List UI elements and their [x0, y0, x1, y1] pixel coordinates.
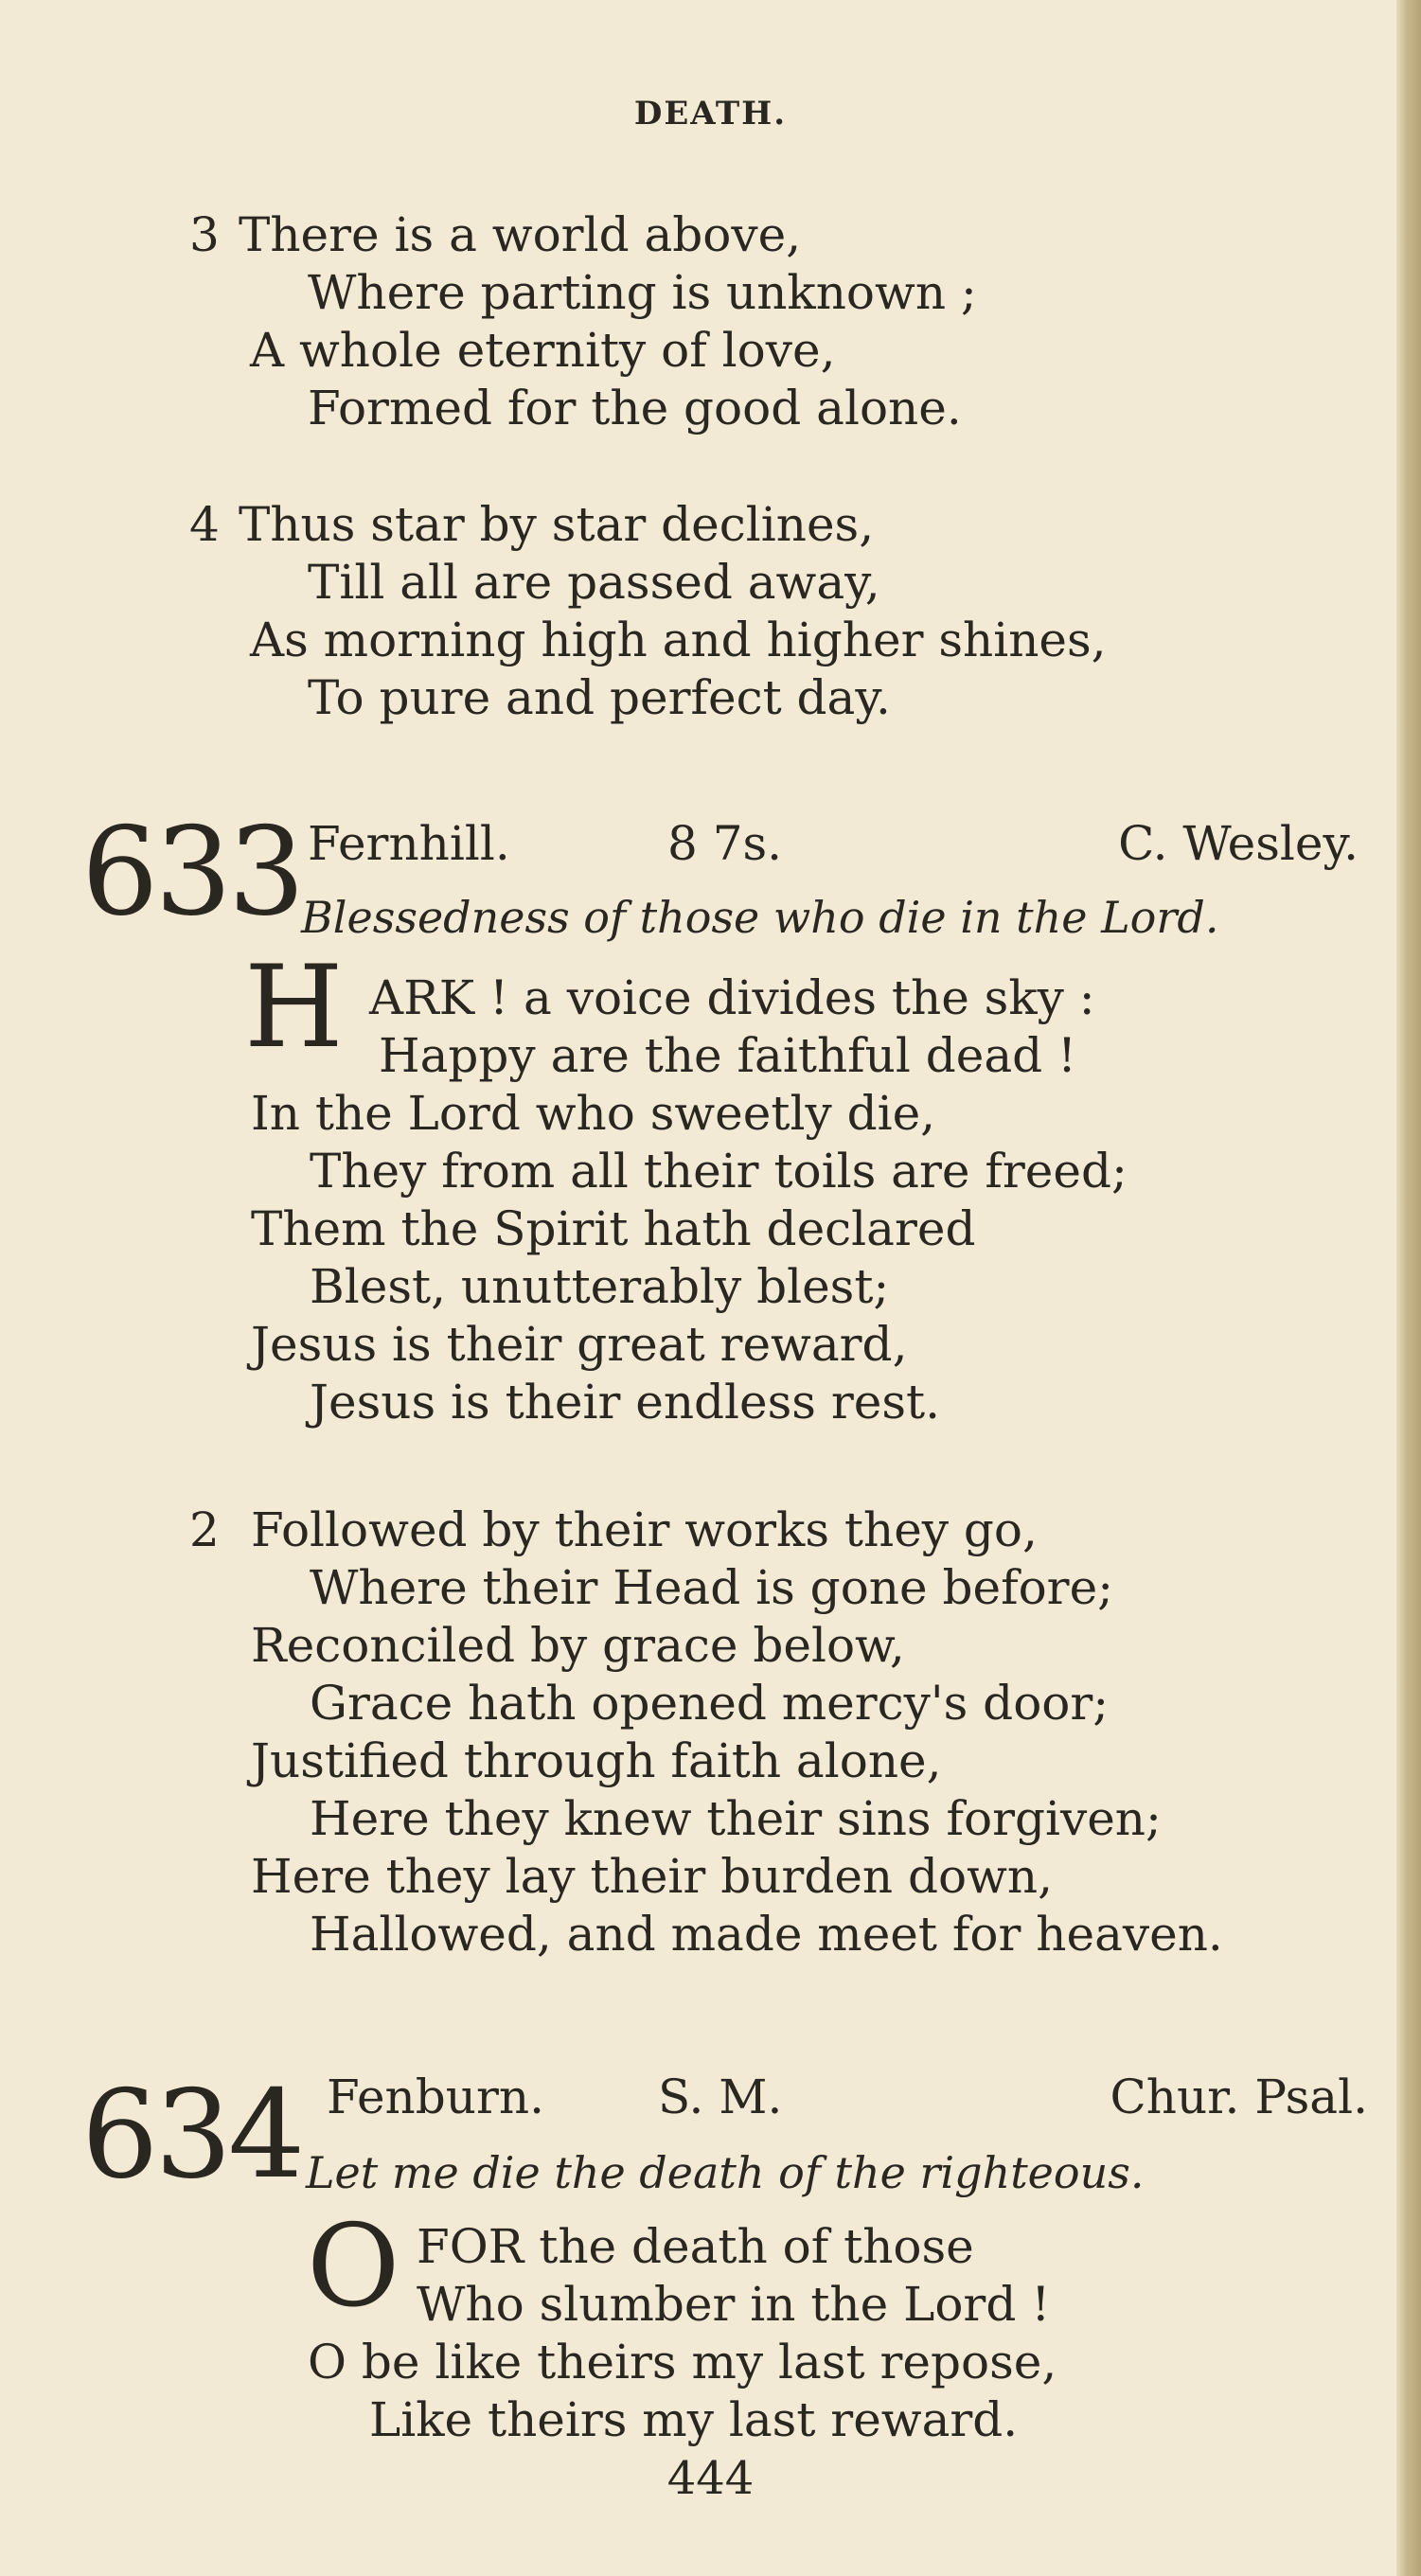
- verse-line: To pure and perfect day.: [308, 670, 891, 725]
- page-number: 444: [666, 2452, 755, 2505]
- verse-line: In the Lord who sweetly die,: [251, 1086, 936, 1141]
- verse-line: Till all are passed away,: [308, 555, 880, 610]
- verse-line: Reconciled by grace below,: [251, 1618, 905, 1673]
- tune-name: Fernhill.: [308, 816, 510, 871]
- drop-cap: O: [307, 2201, 400, 2333]
- verse-line: FOR the death of those: [417, 2219, 974, 2274]
- verse-line: Hallowed, and made meet for heaven.: [310, 1907, 1223, 1962]
- verse-line: Happy are the faithful dead !: [379, 1028, 1077, 1083]
- verse-line: Like theirs my last reward.: [369, 2392, 1019, 2447]
- verse-line: A whole eternity of love,: [250, 323, 836, 378]
- verse-line: As morning high and higher shines,: [250, 613, 1107, 667]
- hymn-number: 633: [81, 802, 302, 943]
- verse-line: Here they knew their sins forgiven;: [310, 1791, 1162, 1846]
- meter: 8 7s.: [667, 816, 783, 871]
- stanza-1: [251, 969, 1128, 1431]
- verse-line: 2 Followed by their works they go,: [189, 1502, 1038, 1557]
- verse-line: Grace hath opened mercy's door;: [310, 1676, 1110, 1731]
- stanza-number: 2: [189, 1502, 220, 1557]
- hymn-subtitle: Blessedness of those who die in the Lord.: [301, 892, 1219, 943]
- tune-name: Fenburn.: [327, 2070, 544, 2124]
- stanza-4: [189, 496, 1107, 727]
- stanza-3: [189, 206, 977, 437]
- verse-line: Blest, unutterably blest;: [310, 1259, 890, 1314]
- hymn-meta: [327, 2070, 1368, 2126]
- stanza-1: [308, 2218, 1057, 2449]
- verse-line: Who slumber in the Lord !: [417, 2277, 1051, 2332]
- drop-cap: H: [244, 942, 344, 1074]
- hymn-subtitle: Let me die the death of the righteous.: [306, 2147, 1145, 2198]
- section-header: DEATH.: [633, 95, 788, 133]
- verse-line: Where their Head is gone before;: [310, 1560, 1114, 1615]
- verse-line: 4 Thus star by star declines,: [189, 497, 875, 552]
- verse-line: Justified through faith alone,: [251, 1733, 942, 1788]
- verse-line: Here they lay their burden down,: [251, 1849, 1054, 1904]
- meter: S. M.: [658, 2070, 783, 2124]
- stanza-number: 3: [189, 207, 220, 262]
- verse-line: O be like theirs my last repose,: [308, 2335, 1057, 2389]
- hymn-number: 634: [81, 2065, 302, 2206]
- author: Chur. Psal.: [1110, 2070, 1368, 2124]
- verse-line: Formed for the good alone.: [308, 381, 962, 435]
- verse-line: They from all their toils are freed;: [310, 1144, 1128, 1199]
- hymn-meta: [308, 816, 1359, 873]
- stanza-2: [189, 1501, 1223, 1963]
- author: C. Wesley.: [1118, 816, 1359, 871]
- verse-line: Jesus is their great reward,: [251, 1317, 908, 1372]
- verse-line: ARK ! a voice divides the sky :: [369, 970, 1095, 1025]
- verse-line: Where parting is unknown ;: [308, 265, 977, 320]
- verse-line: Jesus is their endless rest.: [310, 1375, 940, 1430]
- verse-line: 3 There is a world above,: [189, 207, 802, 262]
- stanza-number: 4: [189, 497, 220, 552]
- verse-line: Them the Spirit hath declared: [251, 1201, 976, 1256]
- page-edge: [1396, 0, 1421, 2576]
